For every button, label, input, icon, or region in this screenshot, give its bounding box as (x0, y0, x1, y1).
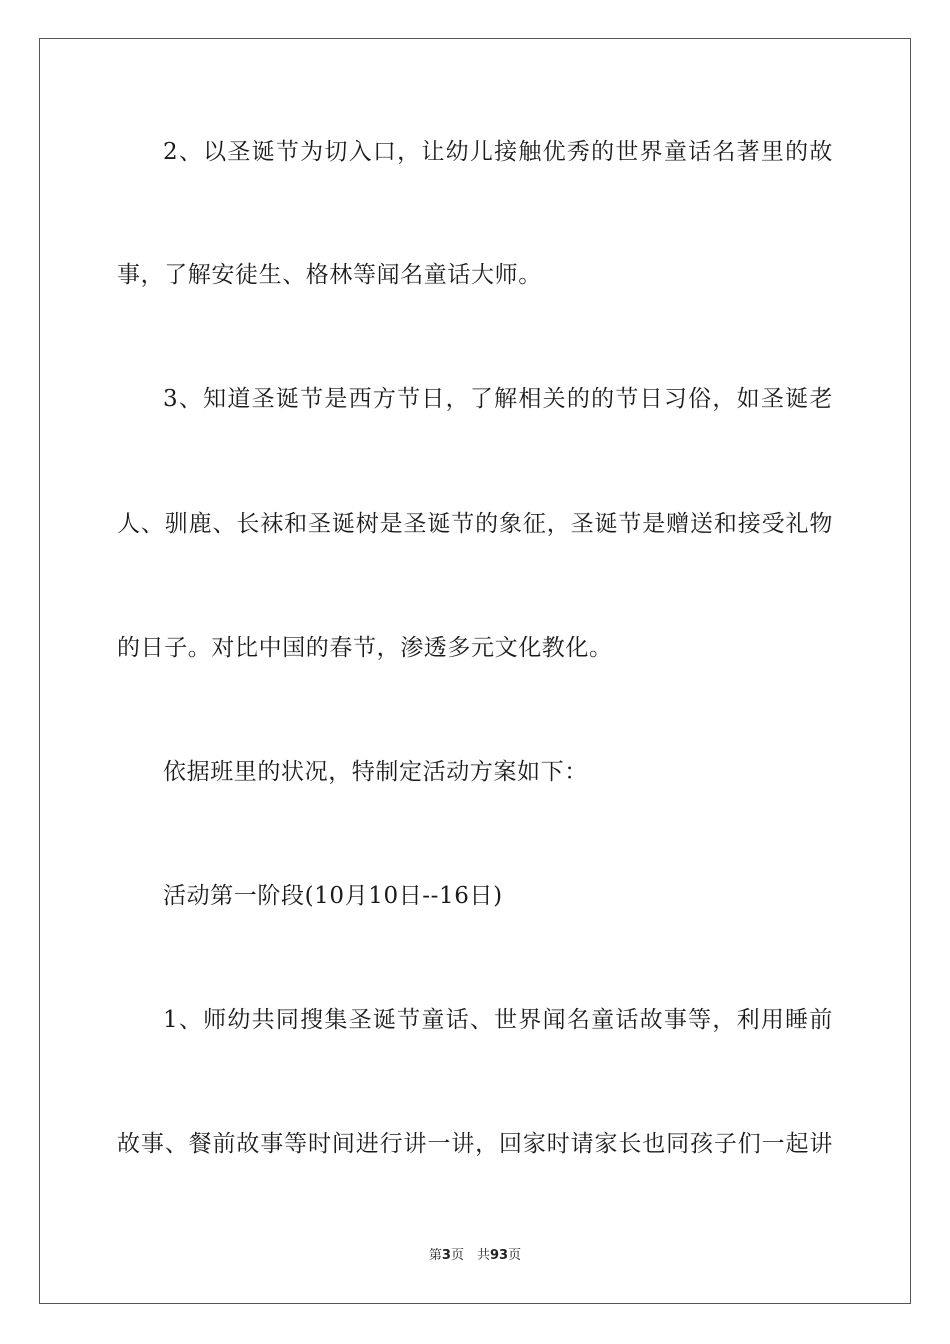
paragraph-line: 3、知道圣诞节是西方节日，了解相关的的节日习俗，如圣诞老 (163, 386, 833, 412)
footer-suffix: 页 (508, 1248, 522, 1263)
current-page-number: 3 (441, 1248, 451, 1263)
total-page-count: 93 (489, 1248, 509, 1263)
footer-prefix: 第 (428, 1248, 442, 1263)
paragraph-line: 1、师幼共同搜集圣诞节童话、世界闻名童话故事等，利用睡前 (163, 1007, 833, 1033)
paragraph-line: 依据班里的状况，特制定活动方案如下： (163, 759, 588, 785)
paragraph-line: 的日子。对比中国的春节，渗透多元文化教化。 (117, 635, 613, 661)
page-frame (39, 38, 911, 1304)
footer-mid: 页 共 (450, 1248, 490, 1263)
paragraph-line: 事，了解安徒生、格林等闻名童话大师。 (117, 262, 542, 288)
paragraph-line: 2、以圣诞节为切入口，让幼儿接触优秀的世界童话名著里的故 (163, 139, 833, 165)
paragraph-line: 人、驯鹿、长袜和圣诞树是圣诞节的象征，圣诞节是赠送和接受礼物 (117, 511, 833, 537)
section-heading: 活动第一阶段(10月10日--16日) (163, 883, 503, 909)
page-footer (0, 1247, 950, 1265)
paragraph-line: 故事、餐前故事等时间进行讲一讲，回家时请家长也同孩子们一起讲 (117, 1131, 833, 1157)
